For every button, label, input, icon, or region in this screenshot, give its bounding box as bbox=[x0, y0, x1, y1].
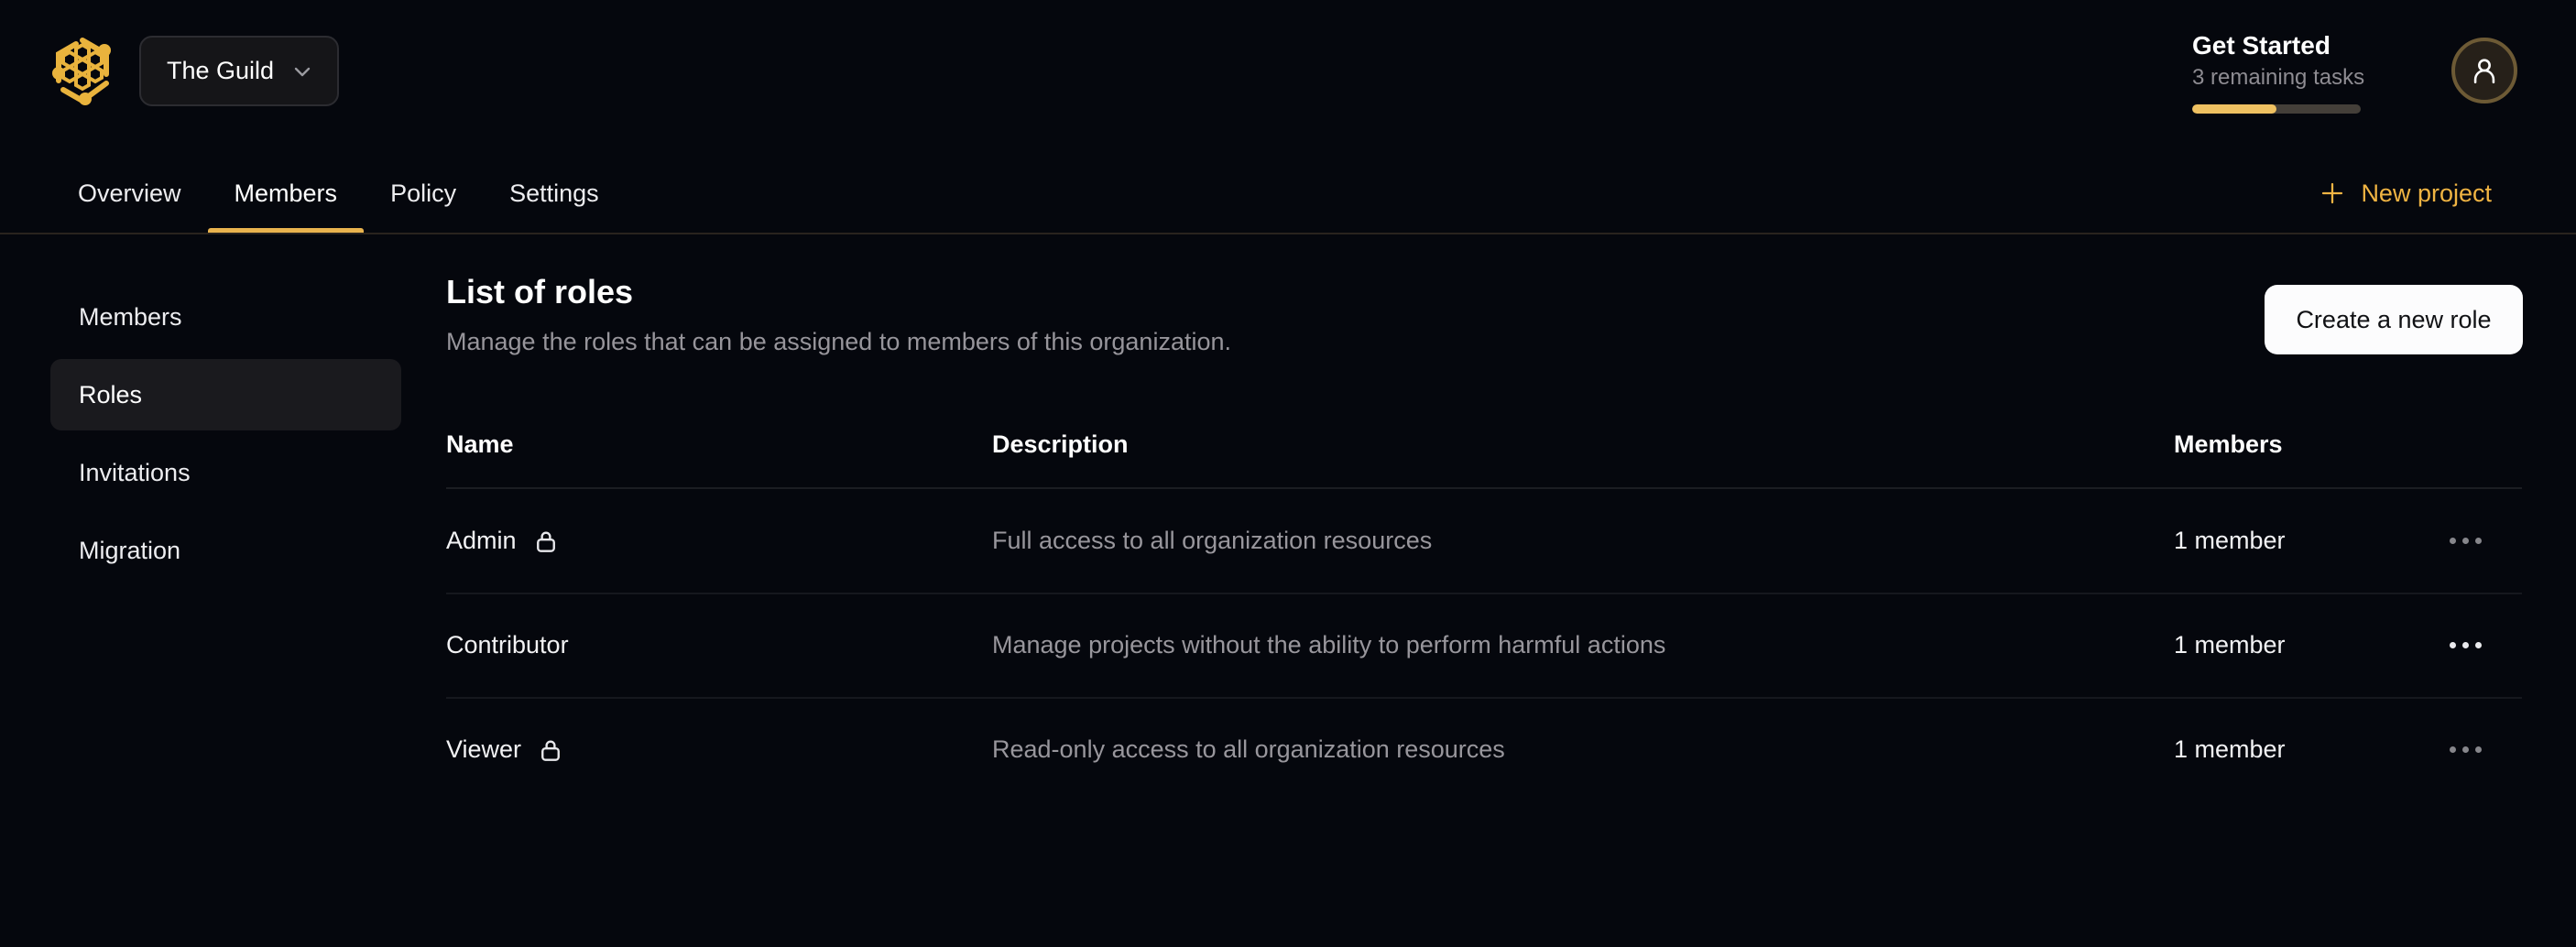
tab-policy[interactable]: Policy bbox=[390, 179, 457, 207]
sidebar-item-members[interactable]: Members bbox=[79, 302, 182, 331]
role-name: Admin bbox=[446, 527, 517, 554]
column-header-description: Description bbox=[992, 430, 1129, 458]
get-started-remaining-tasks: 3 remaining tasks bbox=[2192, 65, 2365, 90]
roles-table-header bbox=[446, 430, 2522, 463]
get-started-title: Get Started bbox=[2192, 31, 2330, 60]
tab-overview[interactable]: Overview bbox=[78, 179, 181, 207]
organization-name: The Guild bbox=[167, 57, 275, 84]
ellipsis-dot bbox=[2462, 538, 2469, 544]
new-project-label: New project bbox=[2361, 179, 2492, 207]
hive-logo-icon bbox=[52, 35, 113, 106]
role-name: Contributor bbox=[446, 631, 569, 659]
role-description: Full access to all organization resources bbox=[992, 527, 1433, 554]
table-row-contributor bbox=[446, 593, 2522, 699]
role-name: Viewer bbox=[446, 735, 522, 763]
row-actions-menu-button[interactable] bbox=[2440, 633, 2491, 658]
table-row-admin bbox=[446, 489, 2522, 594]
new-project-button[interactable] bbox=[2319, 154, 2492, 233]
tab-members[interactable]: Members bbox=[208, 154, 365, 233]
role-members-count: 1 member bbox=[2174, 735, 2286, 763]
ellipsis-dot bbox=[2450, 642, 2456, 648]
role-description: Read-only access to all organization resources bbox=[992, 735, 1505, 763]
page-subtitle: Manage the roles that can be assigned to members of this organization. bbox=[446, 328, 1231, 355]
role-members-count: 1 member bbox=[2174, 631, 2286, 659]
ellipsis-dot bbox=[2475, 538, 2482, 544]
organization-selector[interactable] bbox=[139, 36, 339, 106]
user-icon bbox=[2469, 55, 2500, 86]
ellipsis-dot bbox=[2475, 642, 2482, 648]
sidebar-item-roles[interactable]: Roles bbox=[50, 359, 401, 430]
column-header-members: Members bbox=[2174, 430, 2283, 458]
plus-icon bbox=[2319, 180, 2346, 207]
get-started-progress-fill bbox=[2192, 104, 2276, 114]
role-members-count: 1 member bbox=[2174, 527, 2286, 554]
table-row-viewer bbox=[446, 698, 2522, 801]
user-avatar[interactable] bbox=[2451, 38, 2517, 103]
page-title: List of roles bbox=[446, 273, 634, 310]
tabs-divider bbox=[0, 233, 2576, 234]
row-actions-menu-button[interactable] bbox=[2440, 528, 2491, 553]
ellipsis-dot bbox=[2462, 642, 2469, 648]
role-description: Manage projects without the ability to perform harmful actions bbox=[992, 631, 1666, 659]
role-name-cell bbox=[446, 698, 564, 801]
role-name-cell bbox=[446, 489, 560, 593]
ellipsis-dot bbox=[2475, 746, 2482, 753]
get-started-progressbar bbox=[2192, 104, 2361, 114]
ellipsis-dot bbox=[2450, 538, 2456, 544]
lock-icon bbox=[532, 528, 560, 555]
get-started-widget[interactable] bbox=[2192, 30, 2365, 114]
column-header-name: Name bbox=[446, 430, 514, 458]
chevron-down-icon bbox=[291, 60, 313, 82]
row-actions-menu-button[interactable] bbox=[2440, 737, 2491, 762]
sidebar-item-migration[interactable]: Migration bbox=[79, 536, 181, 564]
org-tabs bbox=[51, 154, 626, 233]
sidebar-item-invitations[interactable]: Invitations bbox=[79, 458, 191, 486]
lock-icon bbox=[537, 736, 564, 764]
tab-settings[interactable]: Settings bbox=[509, 179, 599, 207]
ellipsis-dot bbox=[2450, 746, 2456, 753]
create-new-role-button[interactable]: Create a new role bbox=[2265, 285, 2523, 354]
role-name-cell bbox=[446, 593, 569, 697]
ellipsis-dot bbox=[2462, 746, 2469, 753]
